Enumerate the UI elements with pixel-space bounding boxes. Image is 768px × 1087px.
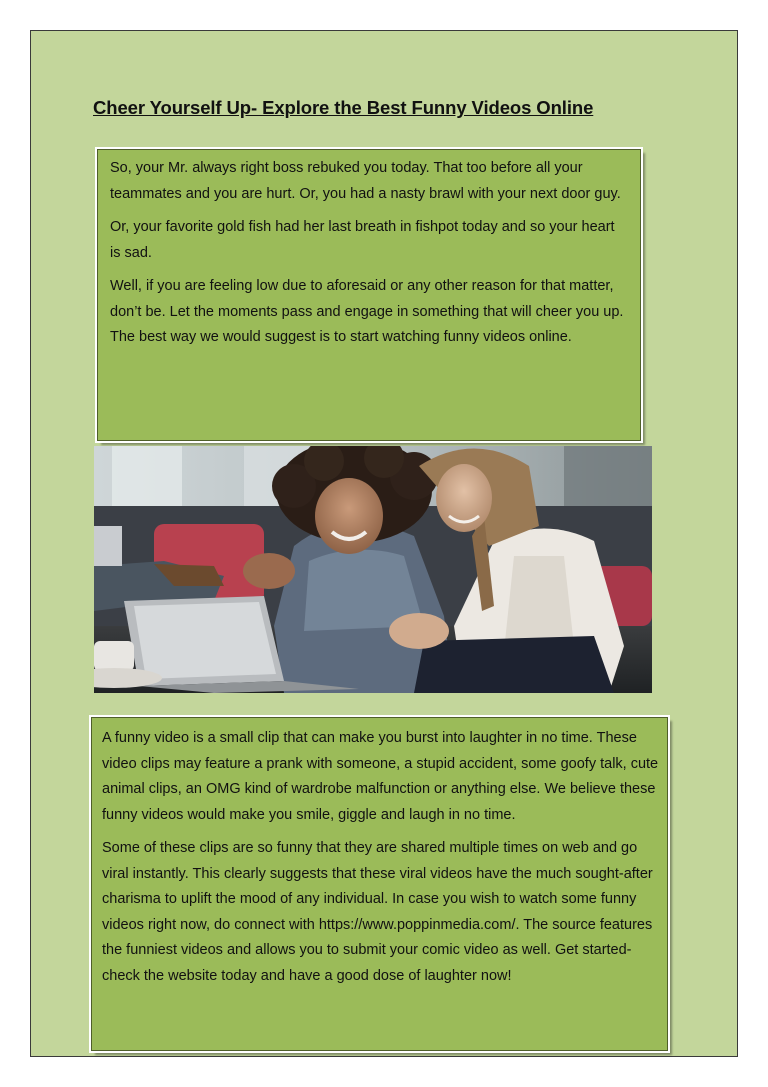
intro-paragraph-2: Or, your favorite gold fish had her last breath in fishpot today and so your heart is sad. (110, 219, 615, 261)
intro-paragraph-3: Well, if you are feeling low due to aforesaid or any other reason for that matter, don’t be. Let the moments pass and engage in something that will cheer you up. The best way we would suggest is to start watching funny videos online. (110, 278, 624, 345)
intro-paragraph-1: So, your Mr. always right boss rebuked you today. That too before all your teammates and you are hurt. Or, you had a nasty brawl with your next door guy. (110, 160, 621, 202)
body-paragraph-1: A funny video is a small clip that can make you burst into laughter in no time. These video clips may feature a prank with someone, a stupid accident, some goofy talk, cute animal clips, an OMG kind of wardrobe malfunction or anything else. We believe these funny videos would make you smile, giggle and laugh in no time. (102, 730, 659, 823)
laughing-friends-photo (94, 446, 652, 693)
body-paragraph-2: Some of these clips are so funny that they are shared multiple times on web and go viral instantly. This clearly suggests that these viral videos have the much sought-after charisma to uplift the mood of any individual. In case you wish to watch some funny videos right now, do connect with https://www.poppinmedia.com/. The source features the funniest videos and allows you to submit your comic video as well. Get started- check the website today and have a good dose of laughter now! (102, 840, 653, 984)
intro-text-box (97, 149, 641, 441)
document-title: Cheer Yourself Up- Explore the Best Funny Videos Online (93, 97, 594, 118)
body-text-box (91, 717, 668, 1051)
document-page (30, 30, 738, 1057)
